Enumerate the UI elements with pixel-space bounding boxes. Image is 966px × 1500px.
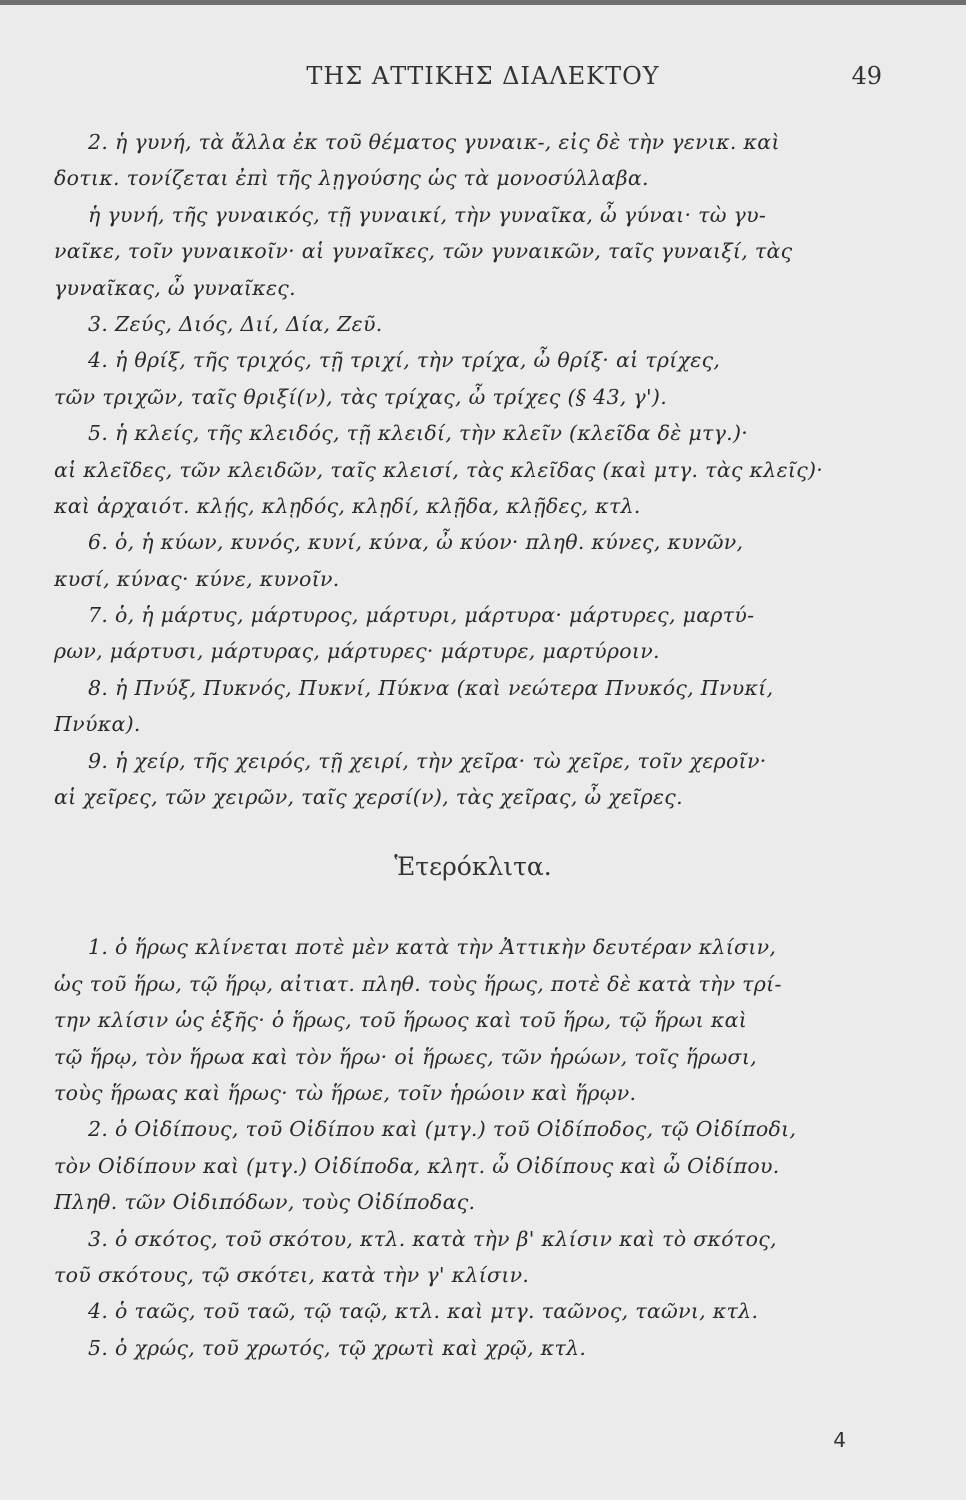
text-line: τοῦ σκότους, τῷ σκότει, κατὰ τὴν γ' κλίσιν. (54, 1262, 530, 1287)
text-line: 4. ὁ ταῶς, τοῦ ταῶ, τῷ ταῷ, κτλ. καὶ μτγ. ταῶνος, ταῶνι, κτλ. (88, 1299, 759, 1324)
text-line: δοτικ. τονίζεται ἐπὶ τῆς λῃγούσης ὡς τὰ μονοσύλλαβα. (54, 166, 649, 191)
text-line: ρων, μάρτυσι, μάρτυρας, μάρτυρες· μάρτυρε, μαρτύροιν. (54, 639, 660, 664)
signature-mark: 4 (833, 1428, 846, 1452)
text-line: 5. ὁ χρώς, τοῦ χρωτός, τῷ χρωτὶ καὶ χρῷ, κτλ. (88, 1335, 587, 1360)
text-line: 2. ὁ Οἰδίπους, τοῦ Οἰδίπου καὶ (μτγ.) τοῦ Οἰδίποδος, τῷ Οἰδίποδι, (88, 1117, 797, 1142)
text-line: τὸν Οἰδίπουν καὶ (μτγ.) Οἰδίποδα, κλητ. ὦ Οἰδίπους καὶ ὦ Οἰδίπου. (54, 1153, 780, 1178)
text-line: 6. ὁ, ἡ κύων, κυνός, κυνί, κύνα, ὦ κύον· πληθ. κύνες, κυνῶν, (88, 530, 744, 555)
text-line: τῶν τριχῶν, ταῖς θριξί(ν), τὰς τρίχας, ὦ τρίχες (§ 43, γ'). (54, 384, 668, 409)
page-body (54, 124, 892, 1366)
text-line: αἱ χεῖρες, τῶν χειρῶν, ταῖς χερσί(ν), τὰς χεῖρας, ὦ χεῖρες. (54, 785, 683, 810)
text-line: 3. Ζεύς, Διός, Διί, Δία, Ζεῦ. (88, 311, 383, 336)
page-number: 49 (851, 62, 882, 90)
page-header (0, 62, 966, 96)
text-line: Πληθ. τῶν Οἰδιπόδων, τοὺς Οἰδίποδας. (54, 1190, 476, 1215)
text-line: ὡς τοῦ ἥρω, τῷ ἥρῳ, αἰτιατ. πληθ. τοὺς ἥρως, ποτὲ δὲ κατὰ τὴν τρί- (54, 971, 782, 996)
text-line: Πνύκα). (54, 712, 141, 737)
text-line: γυναῖκας, ὦ γυναῖκες. (54, 275, 296, 300)
running-title: ΤΗΣ ΑΤΤΙΚΗΣ ΔΙΑΛΕΚΤΟΥ (306, 62, 660, 90)
text-line: 1. ὁ ἥρως κλίνεται ποτὲ μὲν κατὰ τὴν Ἀττικὴν δευτέραν κλίσιν, (88, 935, 777, 960)
text-line: 4. ἡ θρίξ, τῆς τριχός, τῇ τριχί, τὴν τρίχα, ὦ θρίξ· αἱ τρίχες, (88, 348, 721, 373)
text-line: 9. ἡ χείρ, τῆς χειρός, τῇ χειρί, τὴν χεῖρα· τὼ χεῖρε, τοῖν χεροῖν· (88, 748, 767, 773)
text-line: 7. ὁ, ἡ μάρτυς, μάρτυρος, μάρτυρι, μάρτυρα· μάρτυρες, μαρτύ- (88, 603, 755, 628)
text-line: 3. ὁ σκότος, τοῦ σκότου, κτλ. κατὰ τὴν β' κλίσιν καὶ τὸ σκότος, (88, 1226, 777, 1251)
text-line: τῷ ἥρῳ, τὸν ἥρωα καὶ τὸν ἥρω· οἱ ἥρωες, τῶν ἡρώων, τοῖς ἥρωσι, (54, 1044, 757, 1069)
text-line: 2. ἡ γυνή, τὰ ἄλλα ἐκ τοῦ θέματος γυναικ-, εἰς δὲ τὴν γενικ. καὶ (88, 130, 780, 154)
text-line: κυσί, κύνας· κύνε, κυνοῖν. (54, 566, 340, 591)
text-line: ναῖκε, τοῖν γυναικοῖν· αἱ γυναῖκες, τῶν γυναικῶν, ταῖς γυναιξί, τὰς (54, 239, 793, 264)
text-line: καὶ ἀρχαιότ. κλῄς, κλῃδός, κλῃδί, κλῇδα, κλῇδες, κτλ. (54, 493, 641, 518)
section-heading: Ἑτερόκλιτα. (394, 852, 552, 882)
text-line: 8. ἡ Πνύξ, Πυκνός, Πυκνί, Πύκνα (καὶ νεώτερα Πνυκός, Πνυκί, (88, 675, 774, 700)
text-line: 5. ἡ κλείς, τῆς κλειδός, τῇ κλειδί, τὴν κλεῖν (κλεῖδα δὲ μτγ.)· (88, 421, 749, 446)
text-line: τοὺς ἥρωας καὶ ἥρως· τὼ ἥρωε, τοῖν ἡρώοιν καὶ ἥρῳν. (54, 1080, 637, 1105)
text-line: ἡ γυνή, τῆς γυναικός, τῇ γυναικί, τὴν γυναῖκα, ὦ γύναι· τὼ γυ- (88, 202, 767, 227)
text-line: την κλίσιν ὡς ἑξῆς· ὁ ἥρως, τοῦ ἥρωος καὶ τοῦ ἥρω, τῷ ἥρωι καὶ (54, 1008, 748, 1033)
text-line: αἱ κλεῖδες, τῶν κλειδῶν, ταῖς κλεισί, τὰς κλεῖδας (καὶ μτγ. τὰς κλεῖς)· (54, 457, 824, 482)
scan-top-edge (0, 0, 966, 5)
